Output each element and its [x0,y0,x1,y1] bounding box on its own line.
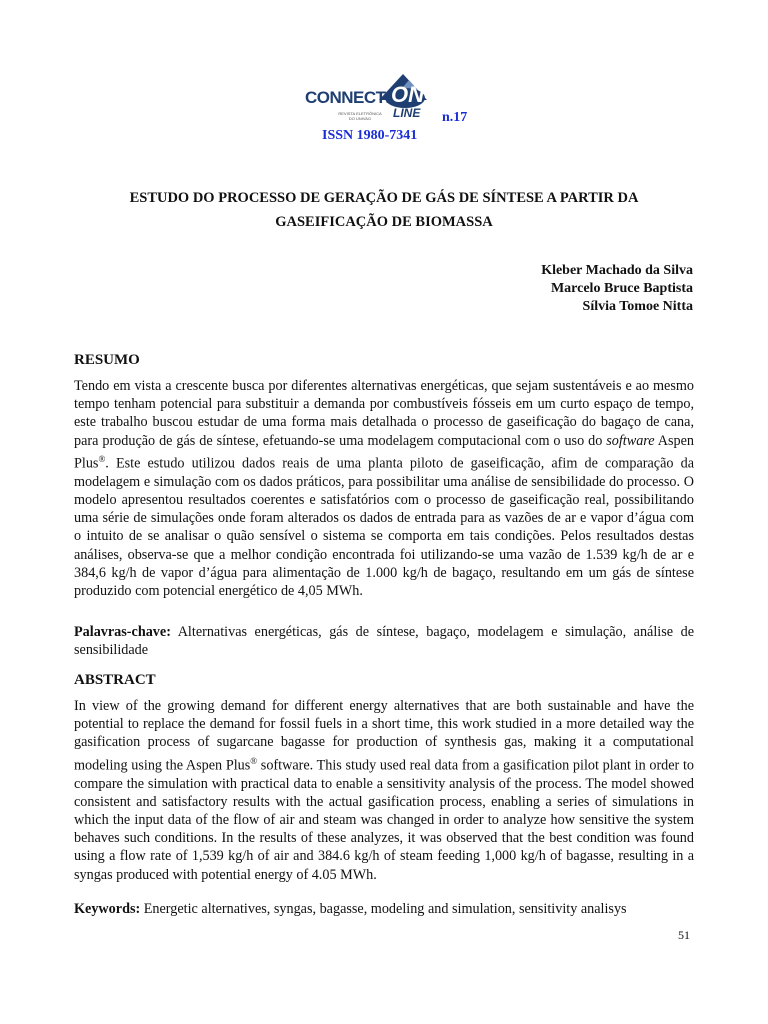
logo-main-text: CONNECTI [305,88,390,107]
abstract-text: In view of the growing demand for different energy alternatives that are both sustainable and have the potential to replace the demand for fossil fuels in a short time, this work studied in a more detailed way the gasification process of sugarcane bagasse for production of synthesis gas, making it a computational modeling using the Aspen Plus® software. This study used real data from a gasification pilot plant in order to compare the simulation with practical data to enable a sensitivity analysis of the process. The model showed consistent and satisfactory results with the actual gasification process, enabling a series of simulations in which the input data of the flow of air and steam was changed in order to analyze how sensitive the system behaves such conditions. In the results of these analyzes, it was observed that the best condition was found using a flow rate of 1,539 kg/h of air and 384.6 kg/h of steam feeding 1,000 kg/h of bagasse, resulting in a syngas produced with potential energy of 4.05 MWh. [74,698,694,883]
logo-subtitle: REVISTA ELETRÔNICA DO UNIVAG [338,111,382,121]
logo-on-text: ON [391,82,424,107]
page-number: 51 [678,928,690,942]
issue-number: n.17 [442,110,468,125]
journal-logo [305,70,445,128]
keywords-label: Keywords: [74,901,141,917]
abstract-heading: ABSTRACT [74,672,156,688]
keywords: Keywords: Energetic alternatives, syngas, bagasse, modeling and simulation, sensitivity analisys [74,901,627,917]
paper-title [74,186,694,234]
title-line: ESTUDO DO PROCESSO DE GERAÇÃO DE GÁS DE SÍNTESE A PARTIR DA [129,190,639,206]
palavras-chave-label: Palavras-chave: [74,624,171,640]
issn: ISSN 1980-7341 [322,128,418,143]
resumo-text: Tendo em vista a crescente busca por diferentes alternativas energéticas, que sejam sustentáveis e ao mesmo tempo tenham potencial para substituir a demanda por combustíveis fósseis em um curto espaço de tempo, este trabalho buscou estudar de uma forma mais detalhada o processo de gaseificação do bagaço de cana, para produção de gás de síntese, efetuando-se uma modelagem computacional com o uso do software Aspen Plus®. Este estudo utilizou dados reais de uma planta piloto de gaseificação, afim de comparação da modelagem e simulação com os dados práticos, para possibilitar uma análise de sensibilidade do processo. O modelo apresentou resultados coerentes e satisfatórios com o processo de gaseificação real, possibilitando uma série de simulações onde foram alterados os dados de entrada para as vazões de ar e vapor d’água com o intuito de se analisar o quão sensível o sistema se comporta em tais condições. Pelos resultados destas análises, observa-se que a melhor condição encontrada foi utilizando-se uma vazão de 1.539 kg/h de ar e 384,6 kg/h de vapor d’água para alimentação de 1.000 kg/h de bagaço, resultando em um gás de síntese produzido com potencial energético de 4,05 MWh. [74,378,695,599]
resumo-heading: RESUMO [74,352,140,368]
author: Sílvia Tomoe Nitta [582,299,693,314]
author-list [541,262,693,316]
author: Kleber Machado da Silva [541,263,693,278]
title-line: GASEIFICAÇÃO DE BIOMASSA [275,214,493,230]
palavras-chave: Palavras-chave: Alternativas energéticas, gás de síntese, bagaço, modelagem e simulação, análise de sensibilidade [74,624,694,659]
author: Marcelo Bruce Baptista [550,281,693,296]
logo-line-text: LINE [393,106,421,120]
